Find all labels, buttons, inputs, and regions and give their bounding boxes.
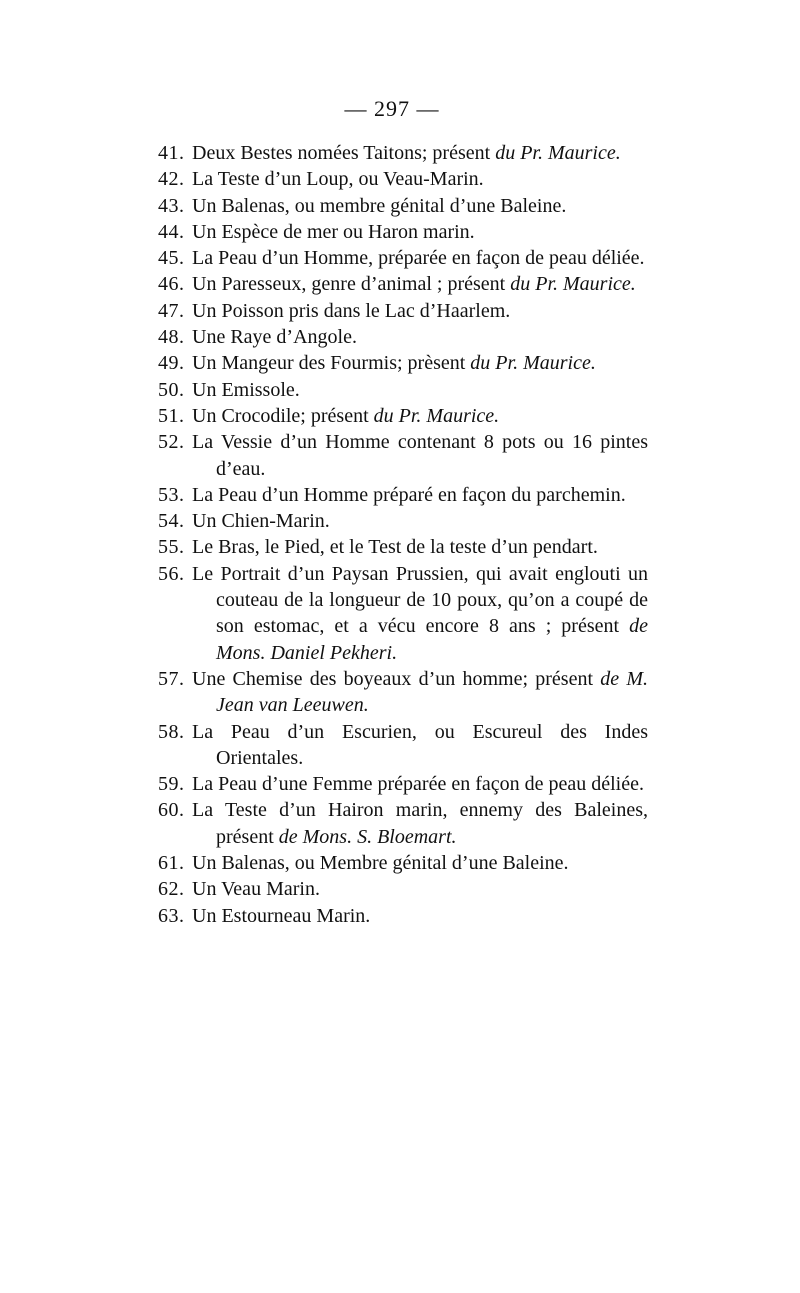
entry-text: La Teste d’un Hairon marin, ennemy des Baleines, présent bbox=[192, 799, 648, 848]
entry-number: 47. bbox=[158, 299, 185, 322]
entry-number: 62. bbox=[158, 878, 185, 901]
catalogue-entry bbox=[158, 482, 648, 508]
entry-number: 53. bbox=[158, 483, 185, 506]
catalogue-entry bbox=[158, 403, 648, 429]
catalogue-entry bbox=[158, 903, 648, 929]
entry-donor: du Pr. Maurice. bbox=[470, 352, 596, 375]
catalogue-entry bbox=[158, 561, 648, 666]
entry-number: 46. bbox=[158, 273, 185, 296]
entry-text: Un Estourneau Marin. bbox=[192, 904, 371, 927]
entry-number: 43. bbox=[158, 194, 185, 217]
entry-number: 51. bbox=[158, 404, 185, 427]
entry-text: Le Portrait d’un Paysan Prussien, qui avait englouti un couteau de la longueur de 10 poux, qu’on a coupé de son estomac, et a vécu encore 8 ans ; présent bbox=[192, 562, 648, 638]
catalogue-entry bbox=[158, 771, 648, 797]
catalogue-entry bbox=[158, 271, 648, 297]
catalogue-entry bbox=[158, 377, 648, 403]
entry-text: Un Balenas, ou membre génital d’une Baleine. bbox=[192, 194, 567, 217]
entry-number: 61. bbox=[158, 852, 185, 875]
entry-text: La Peau d’un Homme, préparée en façon de peau déliée. bbox=[192, 247, 645, 270]
catalogue-entry bbox=[158, 245, 648, 271]
entry-number: 48. bbox=[158, 326, 185, 349]
entry-text: Une Chemise des boyeaux d’un homme; présent bbox=[192, 667, 594, 690]
entry-number: 54. bbox=[158, 510, 185, 533]
entry-number: 60. bbox=[158, 799, 185, 822]
entry-text: La Teste d’un Loup, ou Veau-Marin. bbox=[192, 168, 484, 191]
entry-donor: du Pr. Maurice. bbox=[373, 404, 500, 427]
catalogue-entry bbox=[158, 140, 648, 166]
catalogue-entry bbox=[158, 534, 648, 560]
entry-text: La Peau d’un Homme préparé en façon du parchemin. bbox=[192, 483, 626, 506]
catalogue-entry bbox=[158, 219, 648, 245]
catalogue-entry bbox=[158, 298, 648, 324]
catalogue-entry bbox=[158, 666, 648, 719]
entry-number: 55. bbox=[158, 536, 185, 559]
catalogue-entry bbox=[158, 719, 648, 772]
entry-text: La Vessie d’un Homme contenant 8 pots ou 16 pintes d’eau. bbox=[192, 431, 648, 480]
entry-donor: de M. Jean van Leeuwen. bbox=[216, 667, 649, 717]
entry-text: Un Paresseux, genre d’animal ; présent bbox=[192, 273, 506, 296]
entry-donor: de Mons. Daniel Pekheri. bbox=[216, 615, 648, 664]
entry-text: Un Veau Marin. bbox=[192, 878, 320, 901]
entry-donor: du Pr. Maurice. bbox=[495, 142, 621, 164]
page-number: — 297 — bbox=[344, 96, 440, 121]
entry-number: 50. bbox=[158, 378, 185, 401]
entry-text: Le Bras, le Pied, et le Test de la teste d’un pendart. bbox=[192, 536, 598, 559]
entry-number: 41. bbox=[158, 142, 185, 164]
entry-number: 56. bbox=[158, 562, 185, 585]
entry-text: Deux Bestes nomées Taitons; présent bbox=[192, 142, 491, 164]
entry-number: 45. bbox=[158, 247, 185, 270]
catalogue-entry bbox=[158, 508, 648, 534]
catalogue-entry bbox=[158, 193, 648, 219]
catalogue-entry bbox=[158, 350, 648, 376]
catalogue-entry bbox=[158, 797, 648, 850]
entry-donor: de Mons. S. Bloemart. bbox=[278, 825, 457, 848]
entry-number: 57. bbox=[158, 667, 185, 690]
entry-text: Un Crocodile; présent bbox=[192, 404, 369, 427]
entry-number: 49. bbox=[158, 352, 185, 375]
entry-number: 44. bbox=[158, 220, 185, 243]
entry-text: Un Chien-Marin. bbox=[192, 510, 330, 533]
entry-text: Un Balenas, ou Membre génital d’une Baleine. bbox=[192, 852, 569, 875]
entry-text: Un Emissole. bbox=[192, 378, 300, 401]
catalogue-entry bbox=[158, 166, 648, 192]
entry-donor: du Pr. Maurice. bbox=[510, 273, 636, 296]
catalogue-list bbox=[158, 140, 648, 929]
entry-number: 59. bbox=[158, 773, 185, 796]
entry-text: Un Poisson pris dans le Lac d’Haarlem. bbox=[192, 299, 511, 322]
entry-text: Un Espèce de mer ou Haron marin. bbox=[192, 220, 475, 243]
catalogue-entry bbox=[158, 324, 648, 350]
entry-number: 42. bbox=[158, 168, 185, 191]
catalogue-entry bbox=[158, 850, 648, 876]
catalogue-entry bbox=[158, 876, 648, 902]
entry-text: La Peau d’une Femme préparée en façon de peau déliée. bbox=[192, 773, 644, 796]
entry-text: Une Raye d’Angole. bbox=[192, 326, 357, 349]
catalogue-entry bbox=[158, 429, 648, 482]
entry-text: La Peau d’un Escurien, ou Escureul des Indes Orientales. bbox=[192, 720, 648, 769]
entry-number: 52. bbox=[158, 431, 185, 454]
entry-number: 63. bbox=[158, 904, 185, 927]
entry-number: 58. bbox=[158, 720, 185, 743]
entry-text: Un Mangeur des Fourmis; prèsent bbox=[192, 352, 466, 375]
